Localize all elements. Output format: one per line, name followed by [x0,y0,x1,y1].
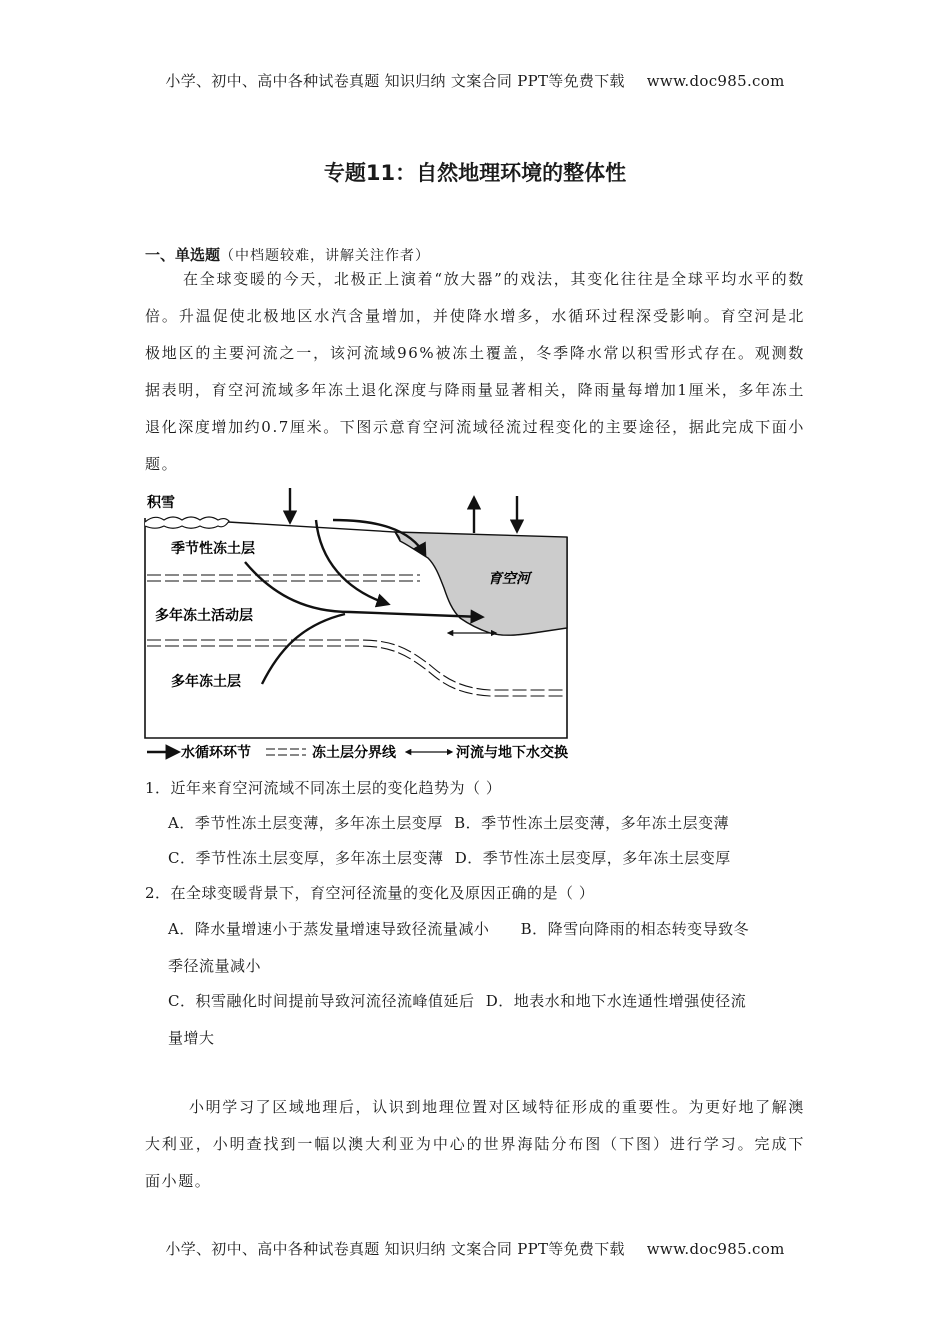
deep-flow-arrow [262,614,345,684]
option-a-text: A．季节性冻土层变薄，多年冻土层变厚 [168,814,443,832]
label-snow: 积雪 [147,495,175,511]
legend-boundary: 冻土层分界线 [312,745,396,761]
question-2-option-b-cont: 季径流量减小 [168,957,262,975]
page-header [0,70,950,91]
diagram-legend [147,744,568,761]
option-d-text: D．季节性冻土层变厚，多年冻土层变厚 [454,849,731,867]
section-label: 一、单选题 [145,246,221,264]
option-b-text: B．降雪向降雨的相态转变导致冬 [520,920,750,938]
question-1-option-a[interactable] [168,812,729,833]
passage-australia: 小明学习了区域地理后，认识到地理位置对区域特征形成的重要性。为更好地了解澳大利亚，小明查找到一幅以澳大利亚为中心的世界海陆分布图（下图）进行学习。完成下面小题。 [145,1098,805,1190]
label-permafrost: 多年冻土层 [171,674,241,690]
option-d-text: D．地表水和地下水连通性增强使径流 [485,992,747,1010]
option-c-text: C．季节性冻土层变厚，多年冻土层变薄 [168,849,444,867]
page-footer [0,1238,950,1259]
question-2-option-d-cont: 量增大 [168,1029,215,1047]
question-1-stem: 1．近年来育空河流域不同冻土层的变化趋势为（ ） [145,779,502,797]
section-note: （中档题较难，讲解关注作者） [220,248,431,264]
option-a-text: A．降水量增速小于蒸发量增速导致径流量减小 [168,920,490,938]
header-url[interactable]: www.doc985.com [646,72,785,90]
passage-yukon: 在全球变暖的今天，北极正上演着“放大器”的戏法，其变化往往是全球平均水平的数倍。升温促使北极地区水汽含量增加，并使降水增多，水循环过程深受影响。育空河是北极地区的主要河流之一，该河流域96%被冻土覆盖，冬季降水常以积雪形式存在。观测数据表明，育空河流域多年冻土退化深度与降雨量显著相关，降雨量每增加1厘米，多年冻土退化深度增加约0.7厘米。下图示意育空河流域径流过程变化的主要途径，据此完成下面小题。 [145,270,805,473]
legend-exchange: 河流与地下水交换 [456,745,568,761]
snow-cover-icon [145,517,229,528]
option-b-text: B．季节性冻土层变薄，多年冻土层变薄 [454,814,730,832]
question-2-option-a[interactable] [168,918,749,939]
question-2-option-c[interactable] [168,990,746,1011]
label-seasonal-frozen: 季节性冻土层 [171,541,255,557]
ground-surface [228,522,400,541]
footer-url[interactable]: www.doc985.com [646,1240,785,1258]
footer-text: 小学、初中、高中各种试卷真题 知识归纳 文案合同 PPT等免费下载 [165,1240,625,1258]
legend-water-cycle: 水循环环节 [181,745,251,761]
yukon-runoff-diagram [140,486,580,766]
question-1-option-c[interactable] [168,847,731,868]
header-text: 小学、初中、高中各种试卷真题 知识归纳 文案合同 PPT等免费下载 [165,72,625,90]
option-c-text: C．积雪融化时间提前导致河流径流峰值延后 [168,992,475,1010]
label-yukon-river: 育空河 [488,571,530,587]
label-active-layer: 多年冻土活动层 [155,608,253,624]
boundary-seasonal [147,575,420,581]
infiltration-arrow [316,520,388,604]
question-2-stem: 2．在全球变暖背景下，育空河径流量的变化及原因正确的是（ ） [145,884,595,902]
page-title: 专题11：自然地理环境的整体性 [323,161,627,185]
